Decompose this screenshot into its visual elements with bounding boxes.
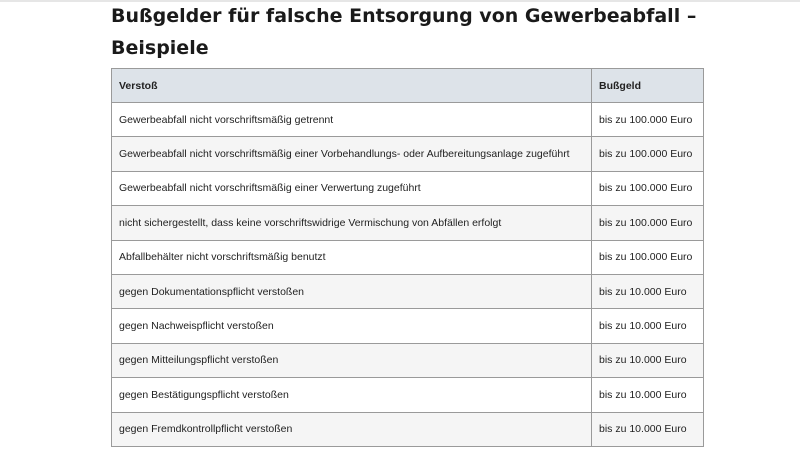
table-header [112, 69, 704, 103]
table-row [112, 171, 704, 205]
fines-table [111, 68, 704, 447]
violation-cell: Gewerbeabfall nicht vorschriftsmäßig einer Vorbehandlungs- oder Aufbereitungsanlage zugeführt [112, 137, 592, 171]
table-body [112, 103, 704, 447]
column-header-violation: Verstoß [112, 69, 592, 103]
fine-cell: bis zu 10.000 Euro [592, 412, 704, 446]
table-row [112, 137, 704, 171]
violation-cell: Abfallbehälter nicht vorschriftsmäßig benutzt [112, 240, 592, 274]
page-title: Bußgelder für falsche Entsorgung von Gewerbeabfall – Beispiele [111, 5, 697, 59]
column-header-fine: Bußgeld [592, 69, 704, 103]
table-row [112, 103, 704, 137]
fine-cell: bis zu 100.000 Euro [592, 206, 704, 240]
table-header-row [112, 69, 704, 103]
violation-cell: Gewerbeabfall nicht vorschriftsmäßig einer Verwertung zugeführt [112, 171, 592, 205]
table-row [112, 343, 704, 377]
violation-cell: gegen Nachweispflicht verstoßen [112, 309, 592, 343]
table-row [112, 240, 704, 274]
fine-cell: bis zu 100.000 Euro [592, 171, 704, 205]
violation-cell: gegen Bestätigungspflicht verstoßen [112, 378, 592, 412]
table-row [112, 206, 704, 240]
fine-cell: bis zu 100.000 Euro [592, 103, 704, 137]
table-row [112, 412, 704, 446]
violation-cell: Gewerbeabfall nicht vorschriftsmäßig getrennt [112, 103, 592, 137]
fine-cell: bis zu 10.000 Euro [592, 343, 704, 377]
table-row [112, 378, 704, 412]
table-row [112, 309, 704, 343]
violation-cell: nicht sichergestellt, dass keine vorschriftswidrige Vermischung von Abfällen erfolgt [112, 206, 592, 240]
fine-cell: bis zu 100.000 Euro [592, 137, 704, 171]
fine-cell: bis zu 10.000 Euro [592, 378, 704, 412]
violation-cell: gegen Dokumentationspflicht verstoßen [112, 274, 592, 308]
fine-cell: bis zu 10.000 Euro [592, 309, 704, 343]
violation-cell: gegen Fremdkontrollpflicht verstoßen [112, 412, 592, 446]
table-row [112, 274, 704, 308]
violation-cell: gegen Mitteilungspflicht verstoßen [112, 343, 592, 377]
fine-cell: bis zu 10.000 Euro [592, 274, 704, 308]
fine-cell: bis zu 100.000 Euro [592, 240, 704, 274]
